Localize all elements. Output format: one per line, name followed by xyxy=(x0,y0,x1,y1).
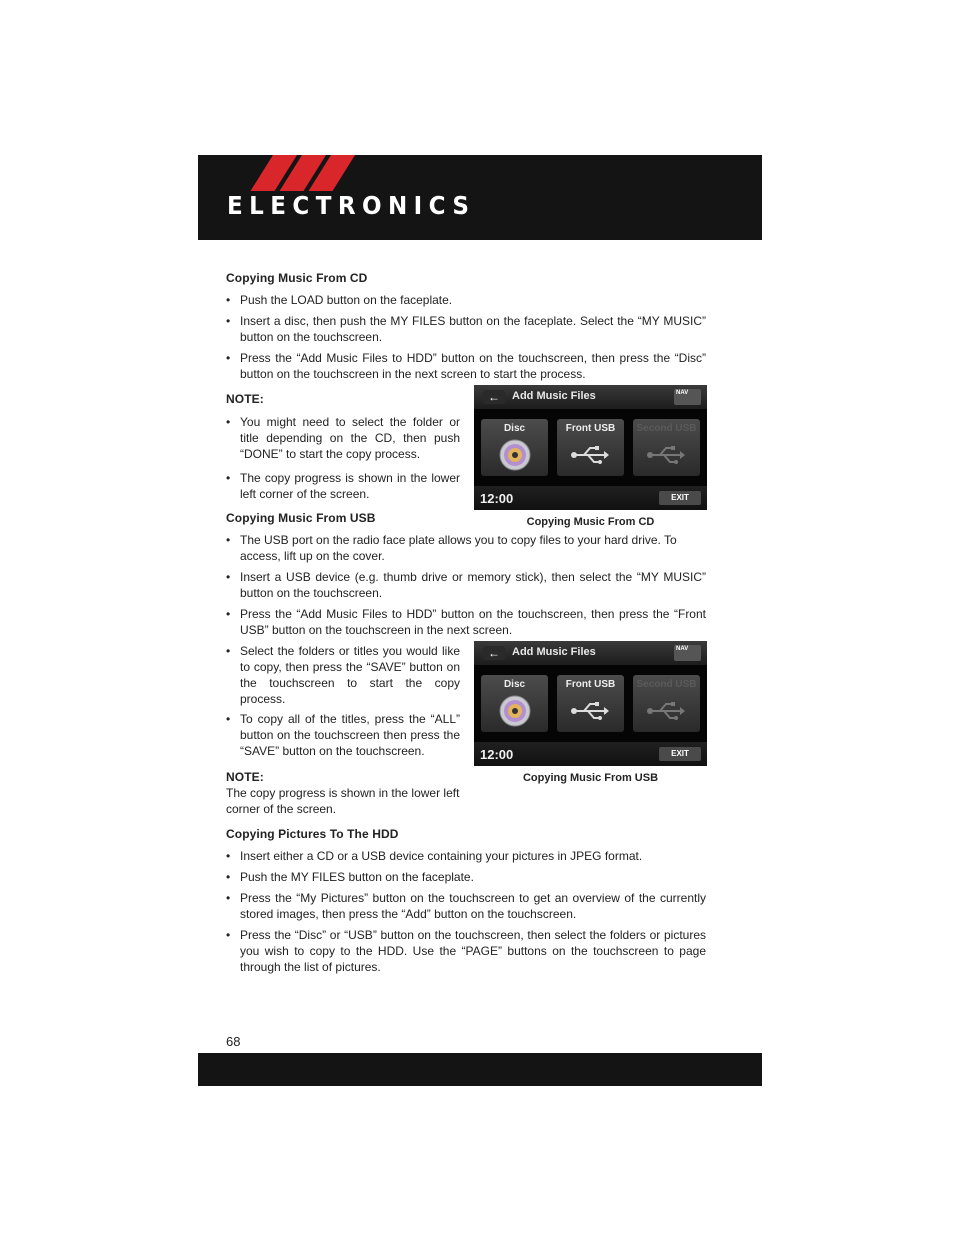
disc-icon xyxy=(498,694,532,728)
list-item: • Press the “Add Music Files to HDD” button on the touchscreen, then press the “Front USB” button on the touchscreen in the next screen. xyxy=(226,607,706,637)
tile-label: Disc xyxy=(503,679,526,690)
list-item-text: Push the MY FILES button on the faceplate. xyxy=(240,870,474,884)
exit-button: EXIT xyxy=(659,491,701,505)
tile-front-usb xyxy=(557,419,624,476)
tile-label: Front USB xyxy=(565,679,616,690)
list-item-text: You might need to select the folder or title depending on the CD, then push “DONE” to start the copy process. xyxy=(240,415,460,461)
figure-caption: Copying Music From USB xyxy=(522,772,659,784)
list-item: • You might need to select the folder or title depending on the CD, then push “DONE” to start the copy process. xyxy=(226,415,460,461)
list-item-text: Press the “Add Music Files to HDD” button on the touchscreen, then press the “Disc” button on the touchscreen in the next screen to start the process. xyxy=(240,351,706,381)
tile-second-usb xyxy=(633,675,700,732)
tile-disc xyxy=(481,675,548,732)
clock: 12:00 xyxy=(480,491,514,506)
disc-icon xyxy=(498,438,532,472)
list-item: • Press the “Disc” or “USB” button on the touchscreen, then select the folders or pictures you wish to copy to the HDD. Use the “PAGE” buttons on the touchscreen to page through the list of pictures. xyxy=(226,928,706,974)
tile-front-usb xyxy=(557,675,624,732)
exit-button: EXIT xyxy=(659,747,701,761)
list-item: • Select the folders or titles you would like to copy, then press the “SAVE” button on the touchscreen to start the copy process. xyxy=(226,644,460,706)
list-item-text: Press the “My Pictures” button on the touchscreen to get an overview of the currently stored images, then press the “Add” button on the touchscreen. xyxy=(240,891,706,921)
note-label: NOTE: xyxy=(226,392,264,406)
usb-icon xyxy=(570,444,610,466)
page-number: 68 xyxy=(226,1034,241,1049)
list-item-text: Insert a USB device (e.g. thumb drive or memory stick), then select the “MY MUSIC” button on the touchscreen. xyxy=(240,570,706,600)
usb-icon xyxy=(646,444,686,466)
list-item-text: Select the folders or titles you would like to copy, then press the “SAVE” button on the touchscreen to start the copy process. xyxy=(240,644,460,706)
figure-caption: Copying Music From CD xyxy=(526,516,655,528)
back-arrow-icon: ← xyxy=(483,646,505,660)
tile-label: Second USB xyxy=(636,679,697,690)
usb-icon xyxy=(570,700,610,722)
list-item-text: Insert either a CD or a USB device containing your pictures in JPEG format. xyxy=(240,849,643,863)
list-item: • To copy all of the titles, press the “ALL” button on the touchscreen then press the “SAVE” button on the touchscreen. xyxy=(226,712,460,758)
list-item-text: The USB port on the radio face plate allows you to copy files to your hard drive. To access, lift up on the cover. xyxy=(240,533,677,563)
list-item: • Press the “My Pictures” button on the touchscreen to get an overview of the currently stored images, then press the “Add” button on the touchscreen. xyxy=(226,891,706,921)
tile-label: Front USB xyxy=(565,423,616,434)
section-header-bar xyxy=(198,155,762,240)
list-item: • Press the “Add Music Files to HDD” button on the touchscreen, then press the “Disc” button on the touchscreen in the next screen to start the process. xyxy=(226,351,706,381)
list-item-text: Push the LOAD button on the faceplate. xyxy=(240,293,453,307)
nav-badge: NAV xyxy=(674,645,701,661)
list-item-text: To copy all of the titles, press the “ALL” button on the touchscreen then press the “SAVE” button on the touchscreen. xyxy=(240,712,460,758)
note-label: NOTE: xyxy=(226,770,264,784)
section-title: ELECTRONICS xyxy=(227,191,476,220)
tile-second-usb xyxy=(633,419,700,476)
footer-bar xyxy=(198,1053,762,1086)
list-item-text: Press the “Disc” or “USB” button on the touchscreen, then select the folders or pictures you wish to copy to the HDD. Use the “PAGE” buttons on the touchscreen to page through the list of pictures. xyxy=(240,928,706,974)
tile-label: Second USB xyxy=(636,423,697,434)
list-item-text: The copy progress is shown in the lower left corner of the screen. xyxy=(240,471,460,501)
nav-badge: NAV xyxy=(674,389,701,405)
list-item: • Insert either a CD or a USB device containing your pictures in JPEG format. xyxy=(226,848,706,864)
note-text: The copy progress is shown in the lower left corner of the screen. xyxy=(226,786,460,816)
back-arrow-icon: ← xyxy=(483,390,505,404)
figure-screen-usb xyxy=(474,641,707,766)
heading-copy-music-usb: Copying Music From USB xyxy=(226,511,376,525)
list-item: • The copy progress is shown in the lower left corner of the screen. xyxy=(226,471,460,501)
list-item-text: Press the “Add Music Files to HDD” button on the touchscreen, then press the “Front USB” button on the touchscreen in the next screen. xyxy=(240,607,706,637)
screen-title: Add Music Files xyxy=(512,646,596,658)
list-item: • Insert a USB device (e.g. thumb drive or memory stick), then select the “MY MUSIC” button on the touchscreen. xyxy=(226,570,706,600)
list-item: • Insert a disc, then push the MY FILES button on the faceplate. Select the “MY MUSIC” button on the touchscreen. xyxy=(226,314,706,344)
tile-label: Disc xyxy=(503,423,526,434)
list-item-text: Insert a disc, then push the MY FILES button on the faceplate. Select the “MY MUSIC” button on the touchscreen. xyxy=(240,314,706,344)
heading-copy-pictures: Copying Pictures To The HDD xyxy=(226,827,399,841)
list-item: • Push the MY FILES button on the faceplate. xyxy=(226,869,706,885)
usb-icon xyxy=(646,700,686,722)
list-item: • Push the LOAD button on the faceplate. xyxy=(226,292,706,308)
list-item: • The USB port on the radio face plate allows you to copy files to your hard drive. To access, lift up on the cover. xyxy=(226,532,706,564)
tile-disc xyxy=(481,419,548,476)
clock: 12:00 xyxy=(480,747,514,762)
figure-screen-cd xyxy=(474,385,707,510)
heading-copy-music-cd: Copying Music From CD xyxy=(226,271,368,285)
screen-title: Add Music Files xyxy=(512,390,596,402)
